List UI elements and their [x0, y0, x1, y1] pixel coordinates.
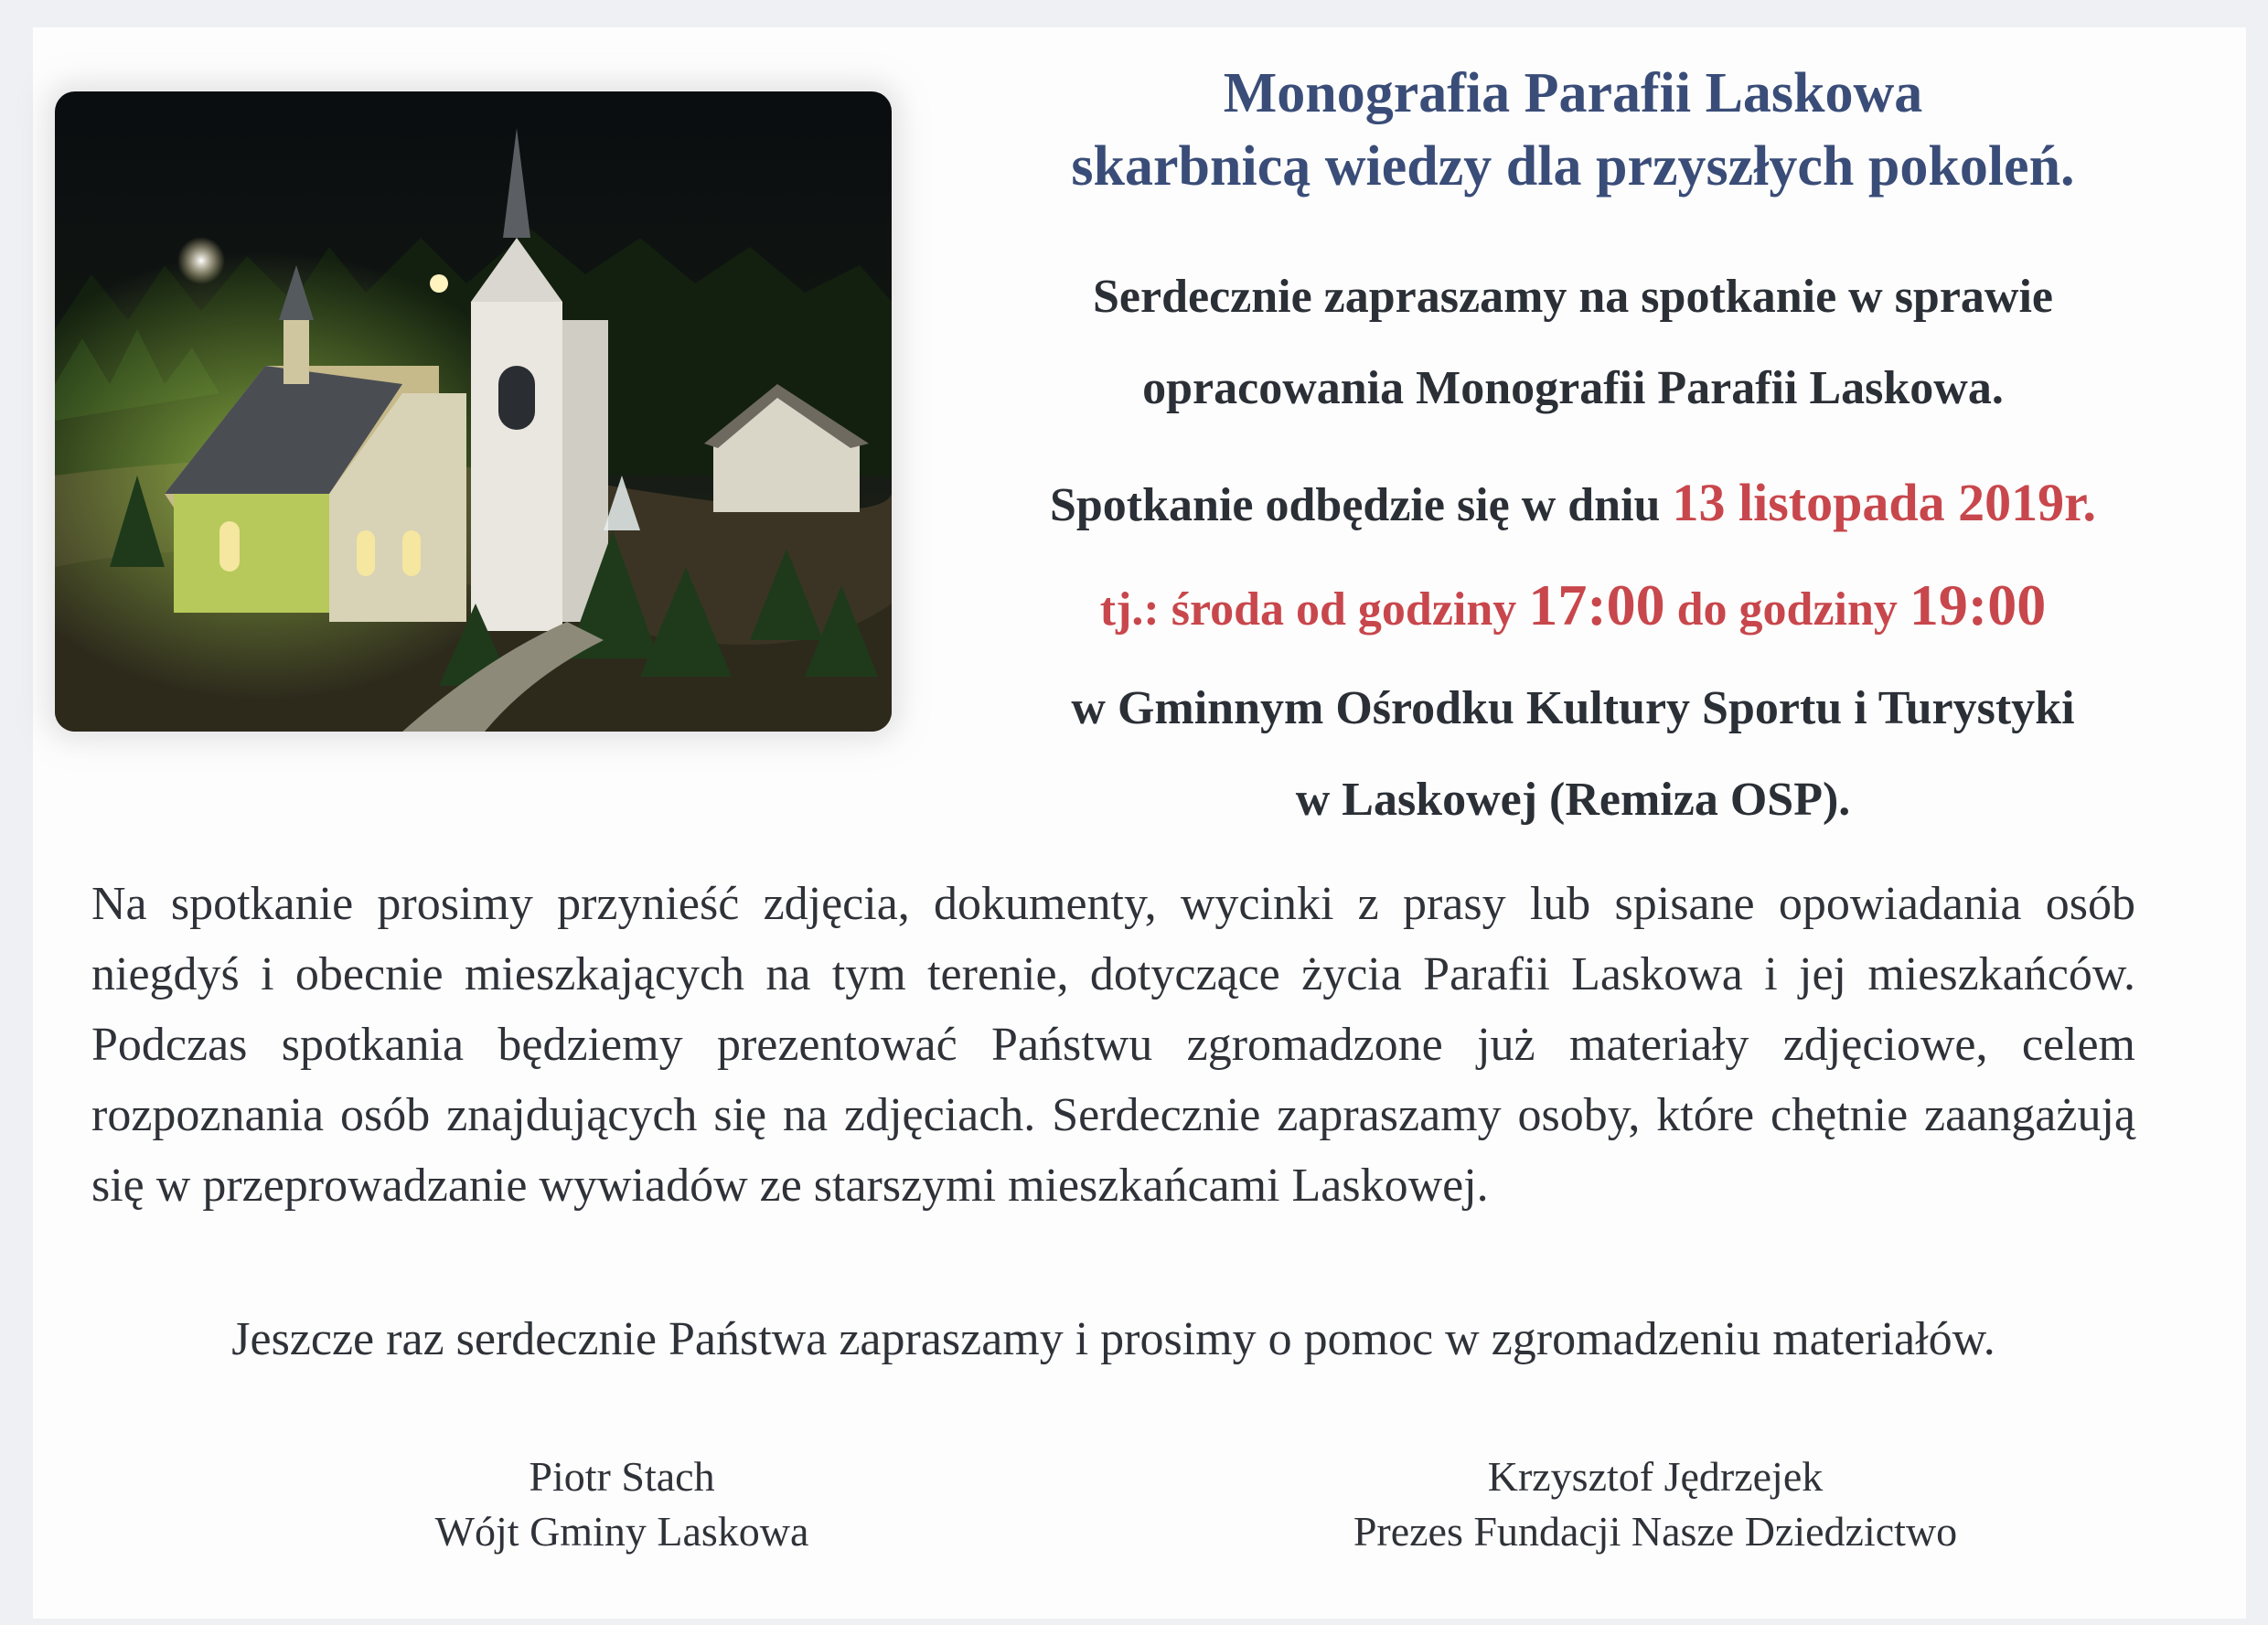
closing-sentence: Jeszcze raz serdecznie Państwa zapraszamy i prosimy o pomoc w zgromadzeniu materiałów. — [231, 1313, 1995, 1365]
signature-left-name: Piotr Stach — [529, 1453, 715, 1500]
church-night-photo — [55, 91, 892, 732]
church-illustration — [55, 91, 892, 732]
signature-right-role: Prezes Fundacji Nasze Dziedzictwo — [1353, 1508, 1958, 1555]
meeting-time-prefix: tj.: środa od godziny — [1099, 583, 1529, 636]
title-line-2: skarbnicą wiedzy dla przyszłych pokoleń. — [1071, 135, 2075, 198]
signature-left — [338, 1449, 905, 1559]
body-paragraph: Na spotkanie prosimy przynieść zdjęcia, dokumenty, wycinki z prasy lub spisane opowiadania osób niegdyś i obecnie mieszkających na tym terenie, dotyczące życia Parafii Laskowa i jej mieszkańców. Podczas spotkania będziemy prezentować Państwu zgromadzone już materiały zdjęciowe, celem rozpoznania osób znajdujących się na zdjęciach. Serdecznie zapraszamy osoby, które chętnie zaangażują się w przeprowadzanie wywiadów ze starszymi mieszkańcami Laskowej. — [91, 878, 2135, 1212]
signature-right — [1280, 1449, 2030, 1559]
signature-left-role: Wójt Gminy Laskowa — [434, 1508, 809, 1555]
invite-line-1: Serdecznie zapraszamy na spotkanie w sprawie — [1092, 271, 2054, 323]
meeting-time-to: 19:00 — [1909, 572, 2047, 637]
meeting-time-mid: do godziny — [1664, 583, 1910, 636]
meeting-time-line — [915, 572, 2231, 644]
meeting-date-line — [915, 471, 2231, 538]
invite-line-2: opracowania Monografii Parafii Laskowa. — [1142, 362, 2004, 414]
meeting-time-from: 17:00 — [1528, 572, 1665, 637]
meeting-place-line-2: w Laskowej (Remiza OSP). — [1295, 774, 1851, 826]
meeting-place-line-1: w Gminnym Ośrodku Kultury Sportu i Turystyki — [1071, 682, 2075, 734]
signature-right-name: Krzysztof Jędrzejek — [1487, 1453, 1824, 1500]
meeting-date: 13 listopada 2019r. — [1672, 473, 2097, 532]
meeting-date-prefix: Spotkanie odbędzie się w dniu — [1049, 479, 1673, 531]
title-line-1: Monografia Parafii Laskowa — [1223, 62, 1923, 124]
